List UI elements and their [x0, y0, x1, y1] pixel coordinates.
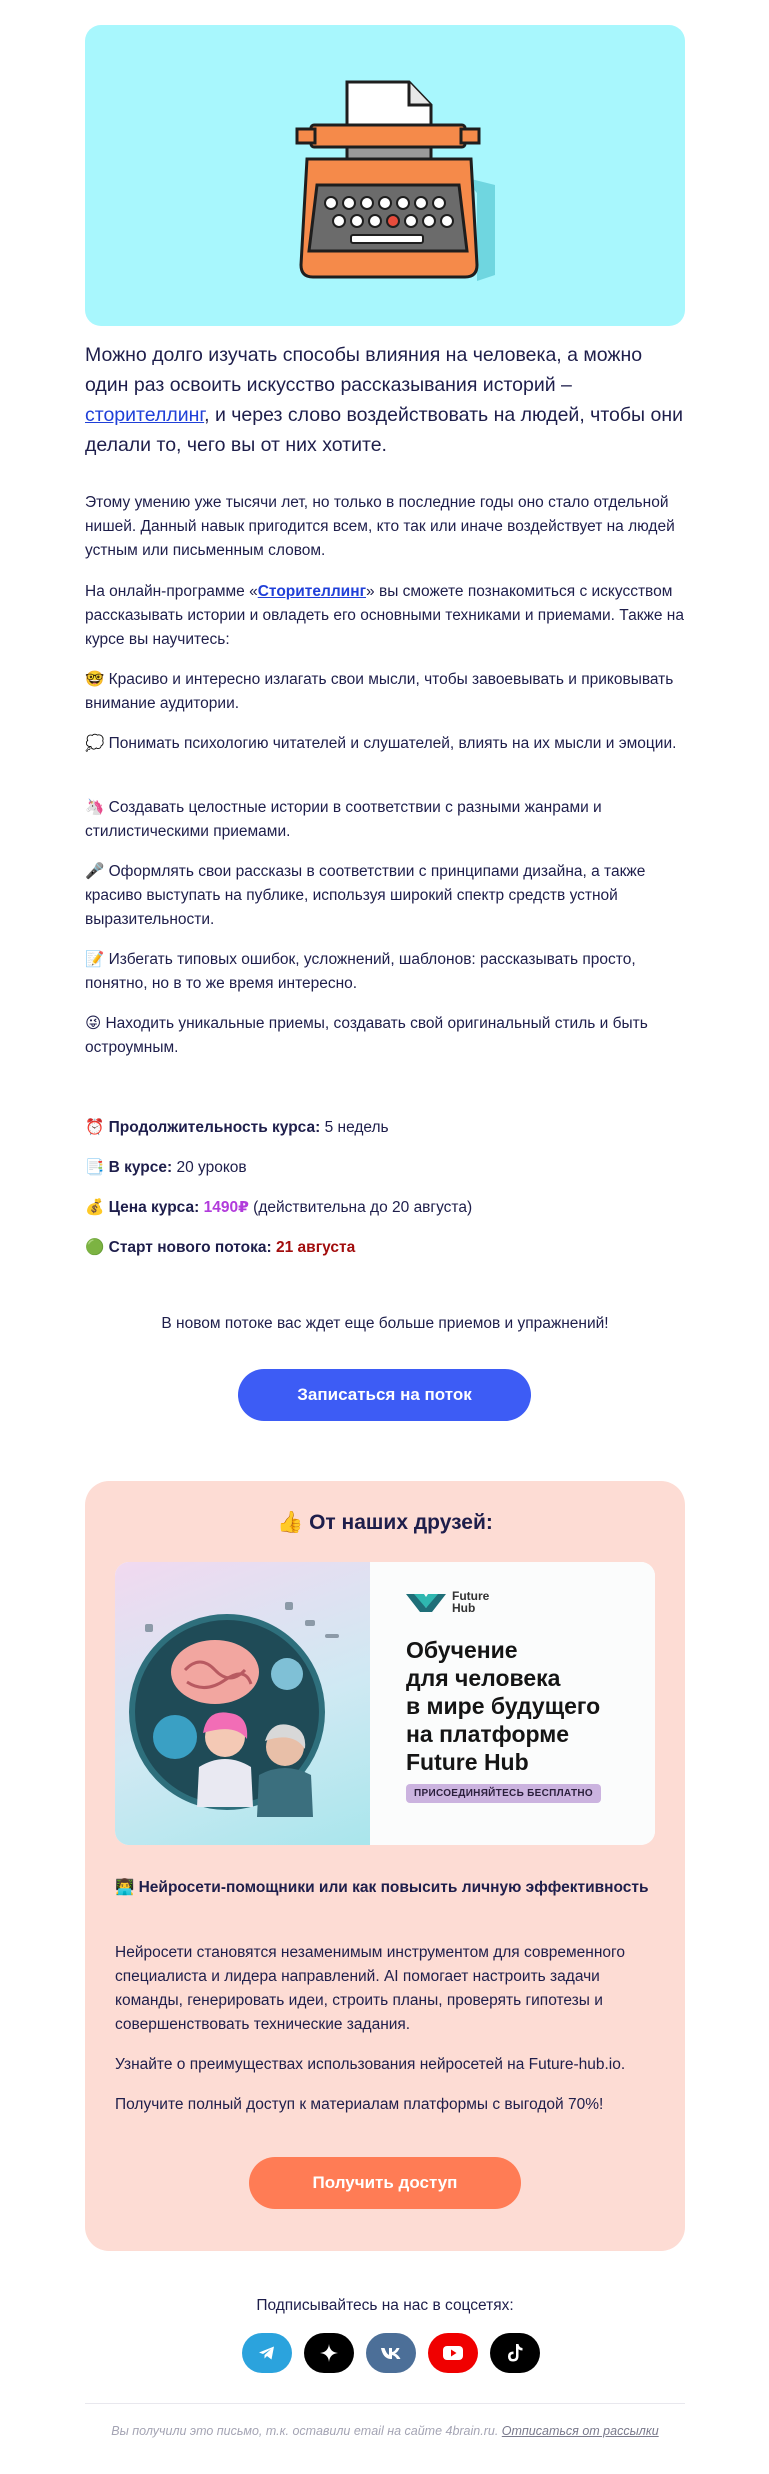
lead-text-1: Можно долго изучать способы влияния на человека, а можно один раз освоить искусство рассказывания историй –: [85, 344, 643, 396]
headline-line: в мире будущего: [406, 1693, 601, 1719]
nerd-emoji-icon: 🤓: [85, 671, 105, 688]
brand-name: [452, 1590, 489, 1614]
intro-paragraph-1: Этому умению уже тысячи лет, но только в последние годы оно стало отдельной нишей. Данный навык пригодится всем, кто так или иначе воздействует на людей устным или письменным словом.: [85, 494, 675, 559]
course-start: [85, 1236, 685, 1260]
skill-item: [85, 668, 685, 716]
microphone-icon: 🎤: [85, 863, 105, 880]
price-note: (действительна до 20 августа): [248, 1199, 473, 1216]
intro-paragraph-2: [85, 580, 685, 652]
future-hub-banner[interactable]: [115, 1562, 655, 1845]
future-hub-logo: [406, 1590, 489, 1614]
hero-banner: [85, 25, 685, 326]
thought-bubble-icon: 💭: [85, 735, 105, 752]
lead-text-2: , и через слово воздействовать на людей, чтобы они делали то, чего вы от них хотите.: [85, 404, 683, 456]
skill-text: Оформлять свои рассказы в соответствии с принципами дизайна, а также красиво выступать на публике, используя широкий спектр средств устной выразительности.: [85, 863, 646, 928]
start-label: Старт нового потока:: [108, 1239, 272, 1256]
course-lessons: [85, 1156, 685, 1180]
footer-divider: [85, 2403, 685, 2404]
cta-note: В новом потоке вас ждет еще больше приемов и упражнений!: [161, 1315, 609, 1332]
course-price: [85, 1196, 685, 1220]
skill-item: [85, 860, 685, 932]
bookmark-tabs-icon: 📑: [85, 1159, 105, 1176]
lessons-label: В курсе:: [108, 1159, 173, 1176]
skill-text: Избегать типовых ошибок, усложнений, шаблонов: рассказывать просто, понятно, но в то же время интересно.: [85, 951, 636, 992]
headline-line: на платформе: [406, 1721, 570, 1747]
intro-text-after: » вы сможете познакомиться с искусством рассказывать истории и овладеть его основными техниками и приемами. Также на курсе вы научитесь:: [85, 583, 684, 648]
social-title: Подписывайтесь на нас в соцсетях:: [256, 2297, 514, 2314]
tiktok-icon[interactable]: [490, 2333, 540, 2373]
article-title: 👨‍💻 Нейросети-помощники или как повысить личную эффективность: [115, 1879, 649, 1896]
duration-value: 5 недель: [320, 1119, 389, 1136]
get-access-button[interactable]: Получить доступ: [249, 2157, 521, 2209]
storytelling-link[interactable]: сторителлинг: [85, 404, 205, 426]
footer-text: Вы получили это письмо, т.к. оставили email на сайте 4brain.ru.: [111, 2424, 502, 2438]
typewriter-illustration: [85, 25, 685, 326]
lessons-value: 20 уроков: [172, 1159, 247, 1176]
banner-text-panel: [370, 1562, 655, 1845]
headline-line: для человека: [406, 1665, 561, 1691]
unicorn-icon: 🦄: [85, 799, 105, 816]
green-circle-icon: 🟢: [85, 1239, 105, 1256]
lead-paragraph: [85, 340, 685, 460]
partner-section-title: 👍 От наших друзей:: [277, 1511, 493, 1534]
future-hub-logo-icon: [406, 1590, 446, 1614]
social-links: [242, 2333, 540, 2373]
banner-illustration: [115, 1562, 370, 1845]
banner-headline: [406, 1636, 646, 1776]
start-date: 21 августа: [276, 1239, 356, 1256]
partner-paragraph-2: Узнайте о преимуществах использования нейросетей на Future-hub.io.: [115, 2056, 626, 2073]
partner-section: [85, 1481, 685, 2251]
skill-text: Находить уникальные приемы, создавать свой оригинальный стиль и быть остроумным.: [85, 1015, 648, 1056]
unsubscribe-link[interactable]: Отписаться от рассылки: [501, 2424, 659, 2438]
intro-text-before: На онлайн-программе «: [85, 583, 258, 600]
money-bag-icon: 💰: [85, 1199, 105, 1216]
skill-item: [85, 948, 685, 996]
brand-line-2: Hub: [452, 1601, 476, 1615]
headline-line: Обучение: [406, 1637, 518, 1663]
telegram-icon[interactable]: [242, 2333, 292, 2373]
partner-paragraph-1: Нейросети становятся незаменимым инструментом для современного специалиста и лидера направлений. AI помогает настроить задачи команды, генерировать идеи, строить планы, проверять гипотезы и совершенствовать технические задания.: [115, 1944, 625, 2033]
dzen-icon[interactable]: [304, 2333, 354, 2373]
vk-icon[interactable]: [366, 2333, 416, 2373]
skill-item: [85, 1012, 685, 1060]
memo-icon: 📝: [85, 951, 105, 968]
price-label: Цена курса:: [108, 1199, 200, 1216]
brand-line-1: Future: [452, 1589, 490, 1603]
headline-line: Future Hub: [406, 1749, 529, 1775]
enroll-button[interactable]: Записаться на поток: [238, 1369, 531, 1421]
skill-item: [85, 732, 685, 756]
skill-item: [85, 796, 685, 844]
skill-text: Понимать психологию читателей и слушателей, влиять на их мысли и эмоции.: [108, 735, 677, 752]
skill-text: Красиво и интересно излагать свои мысли, чтобы завоевывать и приковывать внимание аудитории.: [85, 671, 674, 712]
youtube-icon[interactable]: [428, 2333, 478, 2373]
footer-note: [85, 2424, 685, 2438]
brain-globe-illustration: [115, 1562, 370, 1845]
skill-text: Создавать целостные истории в соответствии с разными жанрами и стилистическими приемами.: [85, 799, 602, 840]
course-duration: [85, 1116, 685, 1140]
join-free-badge: ПРИСОЕДИНЯЙТЕСЬ БЕСПЛАТНО: [406, 1784, 601, 1803]
winking-face-icon: 😜: [85, 1015, 102, 1032]
price-value: 1490₽: [203, 1199, 249, 1216]
duration-label: Продолжительность курса:: [108, 1119, 321, 1136]
program-link[interactable]: Сторителлинг: [257, 583, 367, 600]
alarm-clock-icon: ⏰: [85, 1119, 105, 1136]
partner-paragraph-3: Получите полный доступ к материалам платформы с выгодой 70%!: [115, 2096, 604, 2113]
